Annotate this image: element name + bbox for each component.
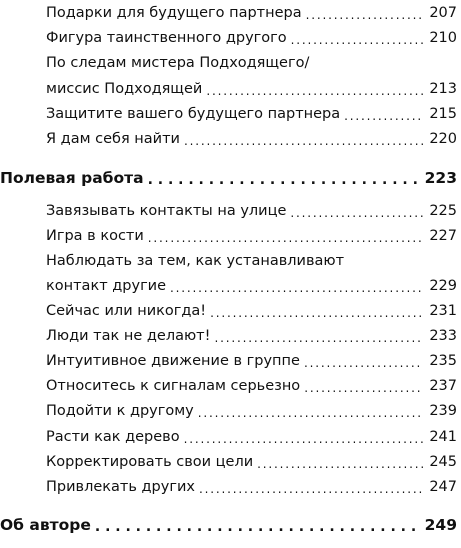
toc-entry xyxy=(46,325,457,345)
toc-entry-title: Интуитивное движение в группе xyxy=(46,353,300,369)
toc-section-page: 223 xyxy=(424,169,457,187)
toc-entry-page: 227 xyxy=(429,228,457,244)
toc-entry-page: 241 xyxy=(429,429,457,445)
toc-entry-title: Я дам себя найти xyxy=(46,131,180,147)
toc-entry-continued-line xyxy=(46,52,457,72)
dot-leader xyxy=(344,105,423,123)
toc-entry-page: 215 xyxy=(429,106,457,122)
toc-entry-page: 237 xyxy=(429,378,457,394)
toc-entry xyxy=(46,476,457,496)
toc-entry xyxy=(46,103,457,123)
toc-entry-page: 231 xyxy=(429,303,457,319)
toc-entry-page: 239 xyxy=(429,403,457,419)
toc-entry-page: 220 xyxy=(429,131,457,147)
toc-entry xyxy=(46,426,457,446)
toc-entry-page: 210 xyxy=(429,30,457,46)
toc-entry-title: контакт другие xyxy=(46,278,167,294)
toc-section-entry xyxy=(0,514,457,534)
dot-leader xyxy=(304,377,423,395)
toc-entry xyxy=(46,27,457,47)
toc-entry-title: Относитесь к сигналам серьезно xyxy=(46,378,301,394)
toc-entry xyxy=(46,400,457,420)
toc-entry-title: Завязывать контакты на улице xyxy=(46,203,287,219)
dot-leader xyxy=(184,428,424,446)
toc-entry-title: Привлекать других xyxy=(46,479,195,495)
toc-entry xyxy=(46,78,457,98)
toc-entry-continued-line xyxy=(46,250,457,270)
dot-leader xyxy=(206,80,423,98)
toc-entry-title: Корректировать свои цели xyxy=(46,454,254,470)
dot-leader xyxy=(290,202,423,220)
dot-leader xyxy=(148,169,419,187)
toc-entry-title: Подойти к другому xyxy=(46,403,194,419)
toc-entry-page: 213 xyxy=(429,81,457,97)
toc-entry-title: Люди так не делают! xyxy=(46,328,211,344)
dot-leader xyxy=(257,453,423,471)
toc-entry-page: 207 xyxy=(429,5,457,21)
toc-entry-page: 225 xyxy=(429,203,457,219)
dot-leader xyxy=(304,352,423,370)
dot-leader xyxy=(95,516,419,534)
toc-entry-title: Подарки для будущего партнера xyxy=(46,5,302,21)
toc-entry xyxy=(46,300,457,320)
toc-entry-title: миссис Подходящей xyxy=(46,81,203,97)
toc-entry xyxy=(46,375,457,395)
toc-entry-title: Сейчас или никогда! xyxy=(46,303,207,319)
dot-leader xyxy=(306,4,424,22)
toc-entry-page: 245 xyxy=(429,454,457,470)
toc-entry-page: 247 xyxy=(429,479,457,495)
dot-leader xyxy=(210,302,423,320)
toc-entry xyxy=(46,128,457,148)
toc-entry-title: По следам мистера Подходящего/ xyxy=(46,55,310,71)
toc-entry xyxy=(46,2,457,22)
dot-leader xyxy=(214,327,423,345)
toc-section-page: 249 xyxy=(424,516,457,534)
dot-leader xyxy=(170,277,423,295)
toc-entry-title: Защитите вашего будущего партнера xyxy=(46,106,341,122)
toc-entry xyxy=(46,225,457,245)
toc-entry-title: Наблюдать за тем, как устанавливают xyxy=(46,253,345,269)
toc-entry-page: 229 xyxy=(429,278,457,294)
toc-entry-page: 235 xyxy=(429,353,457,369)
toc-entry-page: 233 xyxy=(429,328,457,344)
toc-section-title: Об авторе xyxy=(0,516,91,534)
toc-entry xyxy=(46,451,457,471)
toc-entry xyxy=(46,275,457,295)
dot-leader xyxy=(184,130,423,148)
toc-section-title: Полевая работа xyxy=(0,169,144,187)
toc-section-entry xyxy=(0,167,457,187)
toc-entry-title: Игра в кости xyxy=(46,228,144,244)
toc-entry xyxy=(46,350,457,370)
dot-leader xyxy=(198,402,424,420)
dot-leader xyxy=(199,478,423,496)
toc-entry xyxy=(46,200,457,220)
toc-entry-title: Фигура таинственного другого xyxy=(46,30,287,46)
dot-leader xyxy=(148,227,424,245)
dot-leader xyxy=(291,29,424,47)
toc-entry-title: Расти как дерево xyxy=(46,429,180,445)
